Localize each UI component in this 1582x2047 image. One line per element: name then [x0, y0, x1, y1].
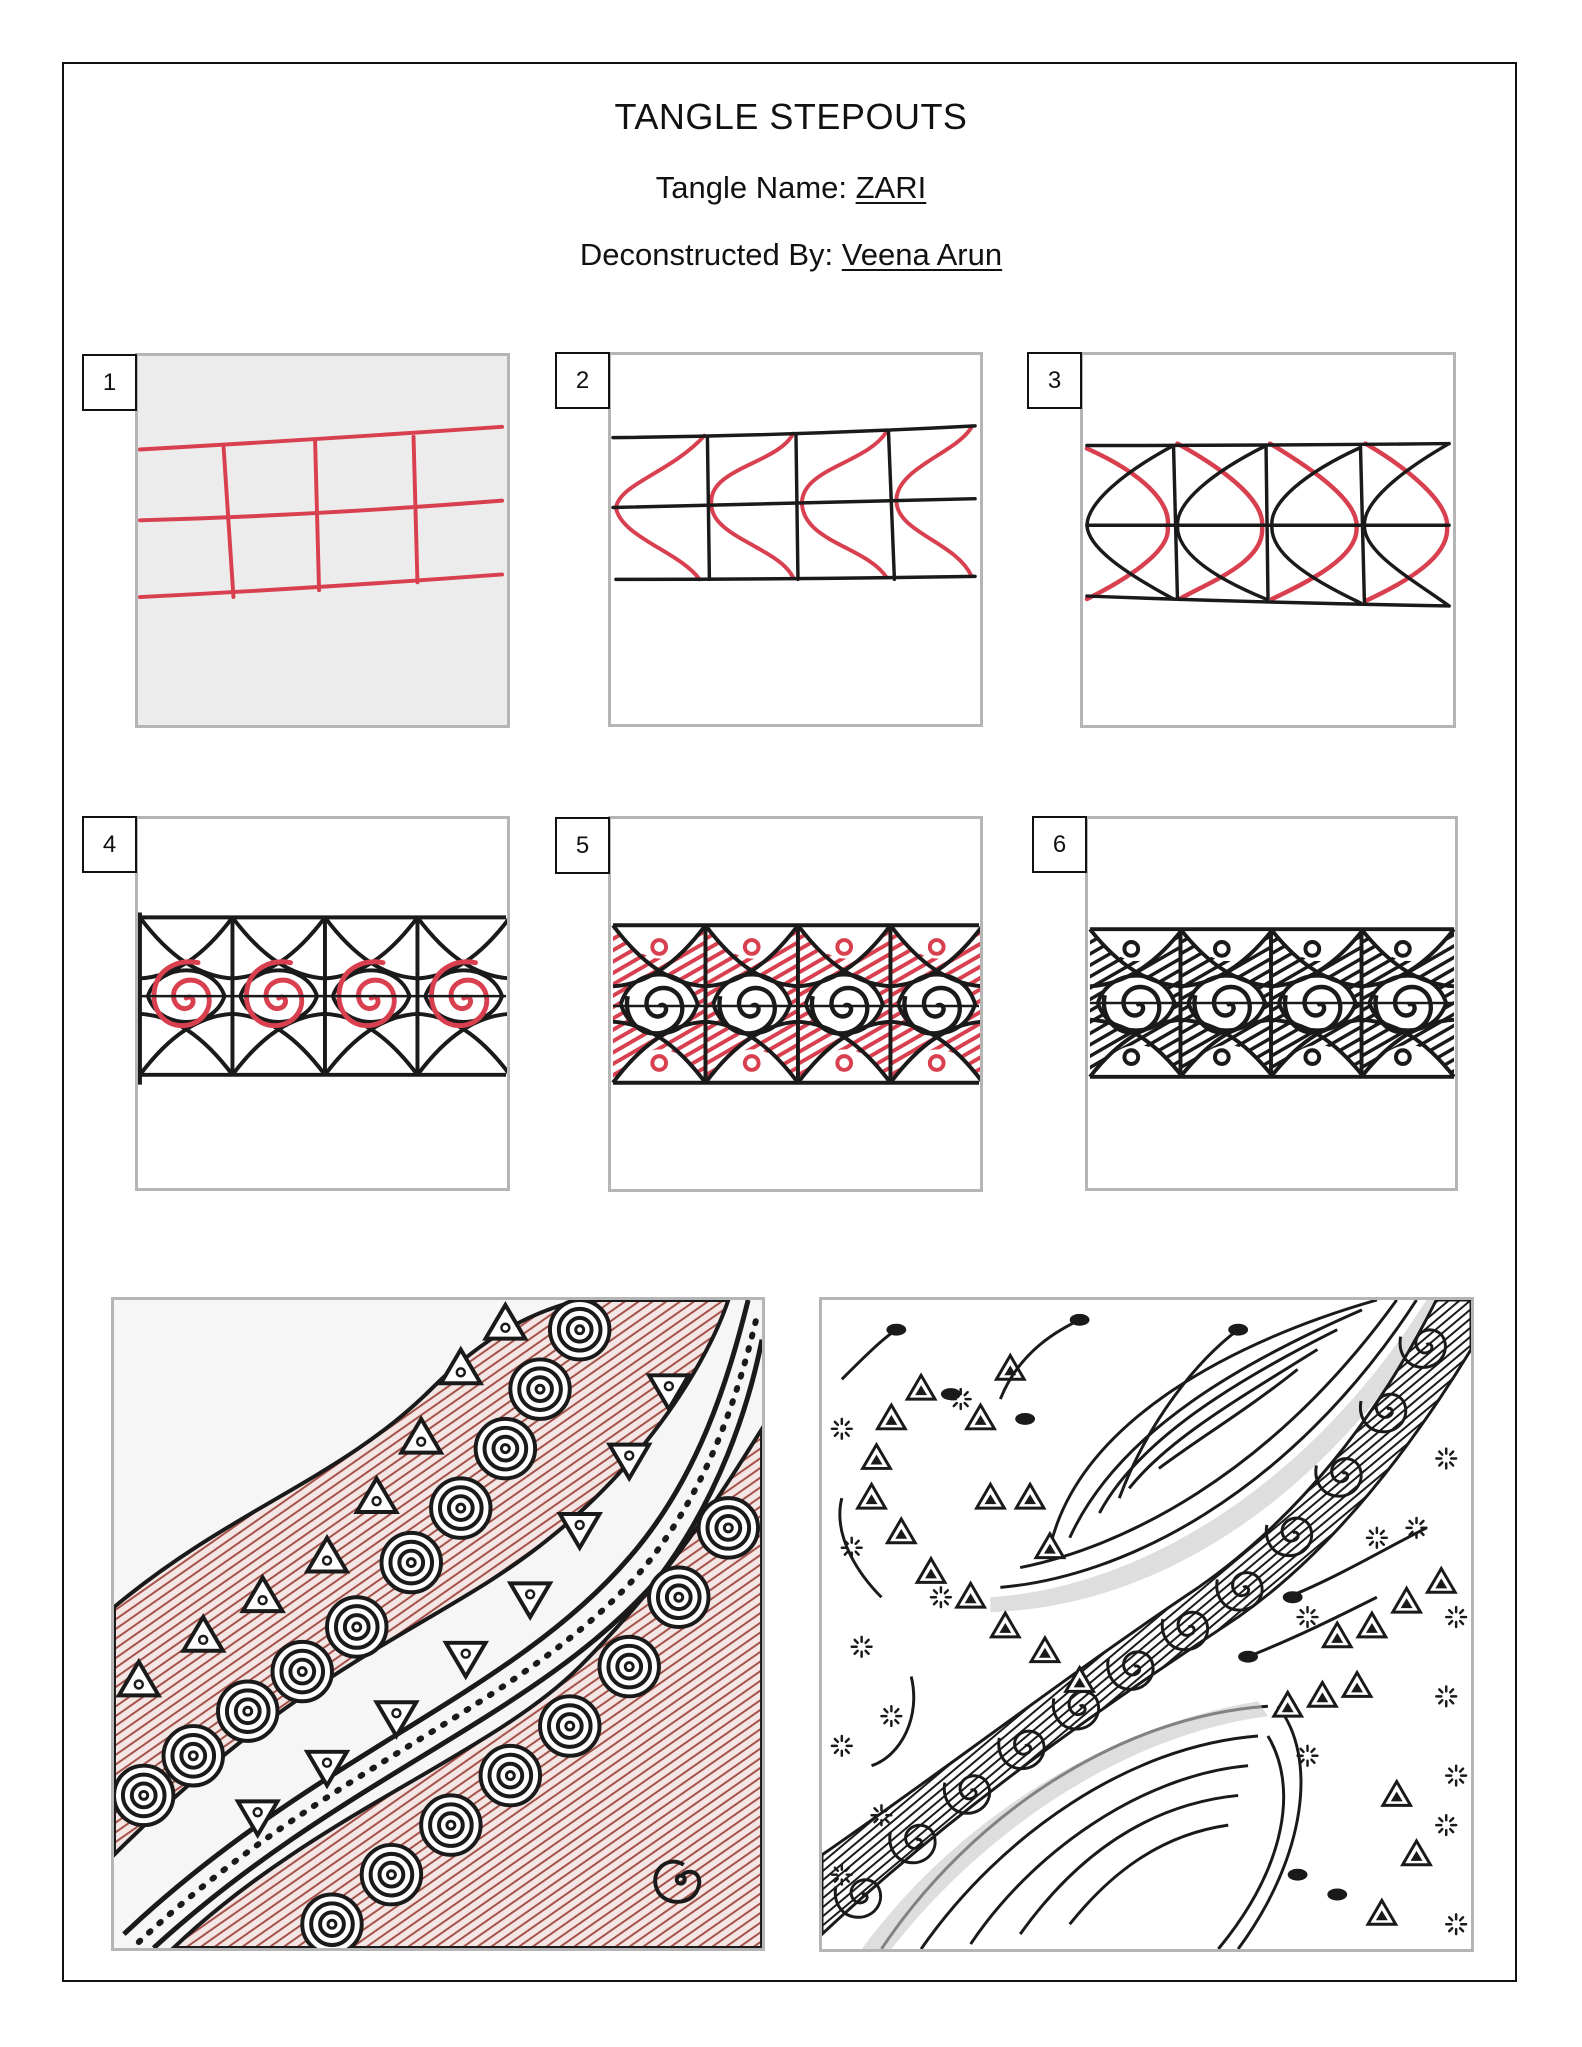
step-number-2: 2: [555, 352, 610, 409]
step-5-drawing: [611, 819, 980, 1189]
step-number-4: 4: [82, 816, 137, 873]
example-right-drawing: [822, 1300, 1471, 1949]
step-panel-3: [1080, 352, 1456, 728]
step-4-drawing: [138, 819, 507, 1188]
tangle-name-value: ZARI: [855, 170, 927, 205]
page-title: TANGLE STEPOUTS: [614, 96, 968, 137]
step-3-drawing: [1083, 355, 1453, 725]
step-2-drawing: [611, 355, 980, 724]
author-name: Veena Arun: [841, 237, 1003, 272]
author-line: [0, 237, 1582, 273]
example-left-drawing: [114, 1300, 762, 1948]
step-1-drawing: [138, 356, 507, 725]
step-panel-1: [135, 353, 510, 728]
step-number-6: 6: [1032, 816, 1087, 873]
example-tile-left: [111, 1297, 765, 1951]
tangle-name-line: [0, 170, 1582, 206]
step-panel-6: [1085, 816, 1458, 1191]
step-panel-4: [135, 816, 510, 1191]
author-label: Deconstructed By:: [579, 237, 842, 272]
step-number-5: 5: [555, 817, 610, 874]
step-panel-2: [608, 352, 983, 727]
tangle-name-label: Tangle Name:: [655, 170, 856, 205]
example-tile-right: [819, 1297, 1474, 1952]
step-panel-5: [608, 816, 983, 1192]
step-number-3: 3: [1027, 352, 1082, 409]
step-6-drawing: [1088, 819, 1455, 1188]
step-number-1: 1: [82, 354, 137, 411]
